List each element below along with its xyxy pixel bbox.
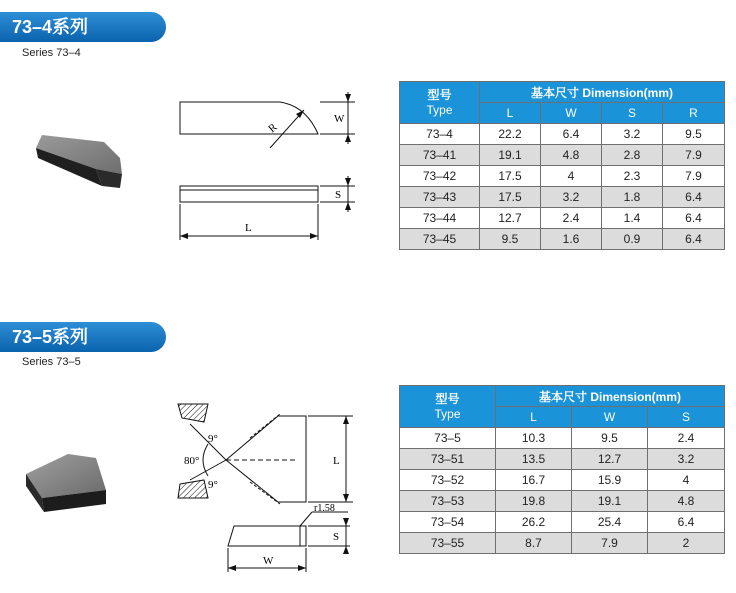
cell-l: 19.8 — [496, 491, 572, 512]
cell-type: 73–52 — [400, 470, 496, 491]
cell-l: 17.5 — [480, 166, 541, 187]
table-row — [400, 428, 725, 449]
cell-type: 73–44 — [400, 208, 480, 229]
table-row — [400, 166, 725, 187]
arrow — [343, 546, 349, 554]
cell-w: 7.9 — [572, 533, 648, 554]
cell-type: 73–45 — [400, 229, 480, 250]
label-r: R — [266, 121, 280, 136]
cell-type: 73–43 — [400, 187, 480, 208]
arrow — [345, 94, 351, 102]
cell-type: 73–51 — [400, 449, 496, 470]
cell-s: 4 — [648, 470, 725, 491]
section1-subtitle: Series 73–4 — [22, 47, 81, 59]
column-header-w: W — [572, 407, 648, 428]
cell-type: 73–55 — [400, 533, 496, 554]
cell-w: 4.8 — [541, 145, 602, 166]
cell-type: 73–5 — [400, 428, 496, 449]
cell-r: 7.9 — [663, 145, 725, 166]
top-view-edge-lower — [250, 482, 280, 504]
spec-table-73-5 — [399, 385, 725, 554]
type-header-en: Type — [426, 102, 453, 117]
cell-w: 1.6 — [541, 229, 602, 250]
arrow — [228, 565, 236, 571]
hatch-block-top — [178, 404, 208, 422]
cell-s: 3.2 — [648, 449, 725, 470]
angle-arc-80 — [203, 444, 208, 476]
cell-w: 9.5 — [572, 428, 648, 449]
label-l: L — [333, 455, 340, 467]
cell-w: 25.4 — [572, 512, 648, 533]
label-s: S — [333, 531, 340, 543]
cell-type: 73–53 — [400, 491, 496, 512]
label-angle-top: 9° — [208, 433, 218, 445]
label-angle-80: 80° — [184, 455, 200, 467]
arrow — [343, 518, 349, 526]
drawing-73-4 — [170, 88, 370, 248]
cell-r: 6.4 — [663, 208, 725, 229]
column-header-s: S — [648, 407, 725, 428]
cell-w: 12.7 — [572, 449, 648, 470]
cell-type: 73–42 — [400, 166, 480, 187]
cell-type: 73–41 — [400, 145, 480, 166]
side-view-outline — [180, 186, 318, 202]
cell-l: 17.5 — [480, 187, 541, 208]
label-l: L — [245, 222, 252, 234]
type-header-cn: 型号 — [435, 391, 460, 406]
label-w: W — [334, 113, 345, 125]
cell-w: 2.4 — [541, 208, 602, 229]
arrow — [345, 178, 351, 186]
dimension-header: 基本尺寸 Dimension(mm) — [480, 82, 725, 103]
top-view-outline — [226, 416, 306, 502]
top-view-edge-upper — [250, 414, 280, 438]
cell-w: 3.2 — [541, 187, 602, 208]
arrow — [345, 202, 351, 210]
arrow — [343, 494, 349, 502]
type-header — [400, 386, 496, 428]
cell-l: 9.5 — [480, 229, 541, 250]
cell-s: 2.3 — [602, 166, 663, 187]
table-row — [400, 124, 725, 145]
cell-s: 2.8 — [602, 145, 663, 166]
type-header-cn: 型号 — [427, 87, 452, 102]
table-row — [400, 229, 725, 250]
label-w: W — [263, 555, 274, 567]
hatch-block-bottom — [178, 480, 208, 498]
spec-table-73-4 — [399, 81, 725, 250]
column-header-r: R — [663, 103, 725, 124]
section2-title-banner — [0, 322, 166, 352]
cell-s: 4.8 — [648, 491, 725, 512]
arrow — [343, 416, 349, 424]
cell-s: 2.4 — [648, 428, 725, 449]
cell-type: 73–54 — [400, 512, 496, 533]
dimension-header: 基本尺寸 Dimension(mm) — [496, 386, 725, 407]
arrow — [310, 233, 318, 239]
cell-r: 6.4 — [663, 229, 725, 250]
product-photo-73-4 — [28, 128, 128, 198]
photo-top-face — [26, 454, 106, 498]
cell-s: 6.4 — [648, 512, 725, 533]
column-header-l: L — [496, 407, 572, 428]
cell-r: 9.5 — [663, 124, 725, 145]
cell-s: 0.9 — [602, 229, 663, 250]
cell-type: 73–4 — [400, 124, 480, 145]
product-photo-73-5 — [14, 448, 114, 522]
cell-w: 6.4 — [541, 124, 602, 145]
side-view-outline — [228, 526, 306, 546]
drawing-73-5 — [168, 394, 368, 579]
cell-l: 26.2 — [496, 512, 572, 533]
table-row — [400, 145, 725, 166]
cell-l: 8.7 — [496, 533, 572, 554]
cell-r: 7.9 — [663, 166, 725, 187]
table-row — [400, 208, 725, 229]
cell-s: 1.4 — [602, 208, 663, 229]
type-header-en: Type — [434, 406, 461, 421]
column-header-l: L — [480, 103, 541, 124]
table-row — [400, 512, 725, 533]
arrow — [345, 134, 351, 142]
table-row — [400, 491, 725, 512]
label-r158: r1.58 — [314, 503, 335, 514]
arrow — [298, 565, 306, 571]
section1-title: 73–4系列 — [12, 17, 89, 37]
arrow — [180, 233, 188, 239]
table-row — [400, 187, 725, 208]
type-header — [400, 82, 480, 124]
cell-w: 19.1 — [572, 491, 648, 512]
arrow — [296, 110, 304, 118]
column-header-w: W — [541, 103, 602, 124]
section2-title: 73–5系列 — [12, 327, 89, 347]
cell-l: 13.5 — [496, 449, 572, 470]
cell-l: 22.2 — [480, 124, 541, 145]
column-header-s: S — [602, 103, 663, 124]
cell-s: 1.8 — [602, 187, 663, 208]
cell-w: 4 — [541, 166, 602, 187]
section2-subtitle: Series 73–5 — [22, 356, 81, 368]
cell-l: 16.7 — [496, 470, 572, 491]
table-row — [400, 533, 725, 554]
table-row — [400, 470, 725, 491]
cell-r: 6.4 — [663, 187, 725, 208]
table-row — [400, 449, 725, 470]
cell-w: 15.9 — [572, 470, 648, 491]
cell-s: 3.2 — [602, 124, 663, 145]
section1-title-banner — [0, 12, 166, 42]
r-leader — [300, 512, 312, 526]
cell-l: 10.3 — [496, 428, 572, 449]
cell-l: 12.7 — [480, 208, 541, 229]
label-angle-bottom: 9° — [208, 479, 218, 491]
cell-s: 2 — [648, 533, 725, 554]
label-s: S — [335, 189, 342, 201]
cell-l: 19.1 — [480, 145, 541, 166]
